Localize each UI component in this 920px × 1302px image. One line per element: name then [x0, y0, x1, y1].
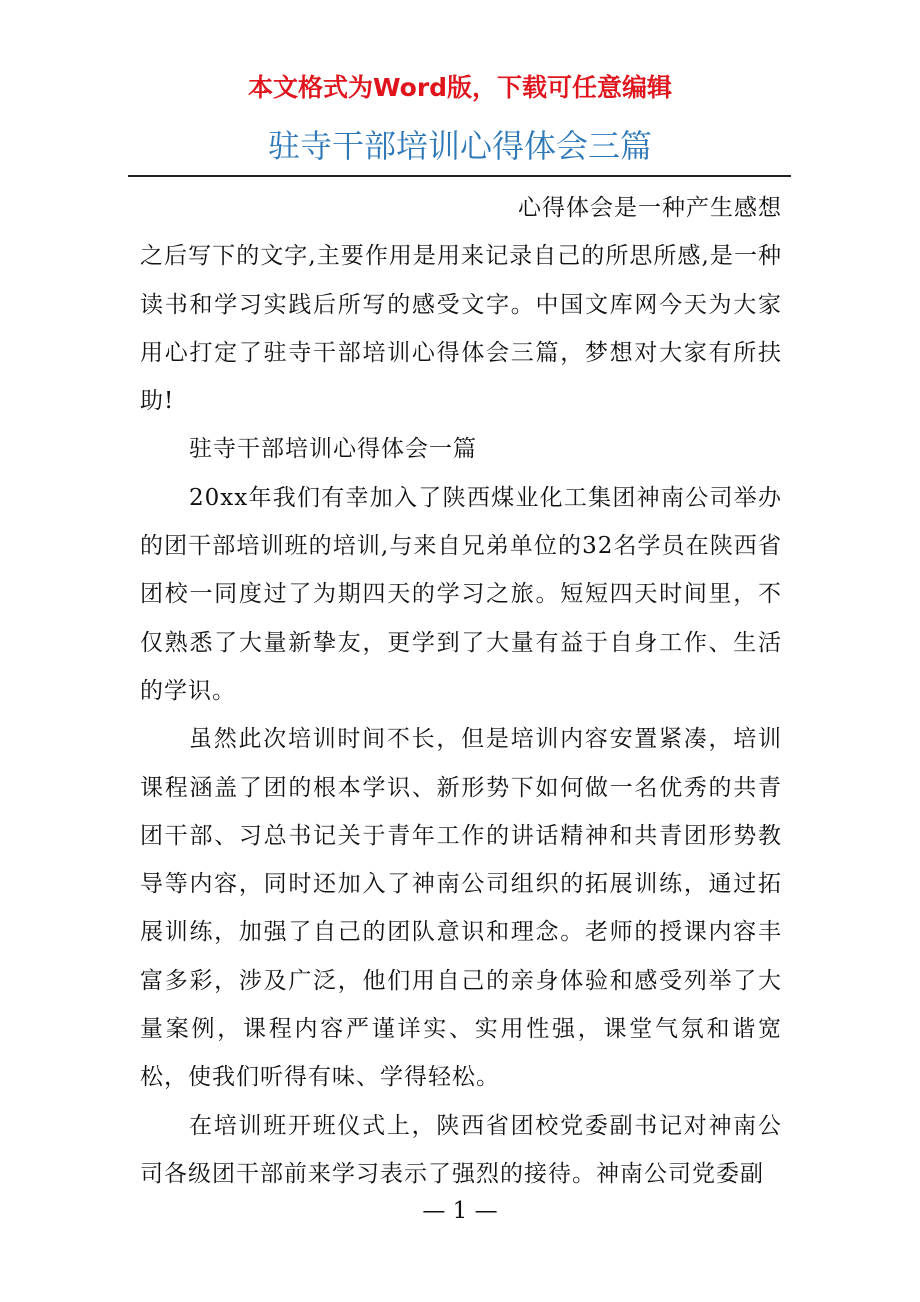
section-heading: 驻寺干部培训心得体会一篇: [189, 436, 477, 463]
intro-paragraph: 之后写下的文字,主要作用是用来记录自己的所思所感,是一种读书和学习实践后所写的感受文字。中国文库网今天为大家用心打定了驻寺干部培训心得体会三篇，梦想对大家有所扶助!: [140, 243, 782, 415]
body-paragraph: 在培训班开班仪式上，陕西省团校党委副书记对神南公司各级团干部前来学习表示了强烈的接待。神南公司党委副: [140, 1112, 782, 1187]
body-paragraph: 20xx年我们有幸加入了陕西煤业化工集团神南公司举办的团干部培训班的培训,与来自兄弟单位的32名学员在陕西省团校一同度过了为期四天的学习之旅。短短四天时间里，不仅熟悉了大量新挚友，更学到了大量有益于自身工作、生活的学识。: [140, 484, 782, 704]
title-divider: [128, 175, 791, 177]
document-body: [140, 184, 782, 1198]
document-title: 驻寺干部培训心得体会三篇: [267, 127, 652, 165]
page-number: — 1 —: [422, 1198, 498, 1224]
intro-lead-line: 心得体会是一种产生感想: [518, 195, 782, 221]
format-notice: 本文格式为Word版，下载可任意编辑: [247, 73, 673, 102]
body-paragraph: 虽然此次培训时间不长，但是培训内容安置紧凑，培训课程涵盖了团的根本学识、新形势下如何做一名优秀的共青团干部、习总书记关于青年工作的讲话精神和共青团形势教导等内容，同时还加入了神南公司组织的拓展训练，通过拓展训练，加强了自己的团队意识和理念。老师的授课内容丰富多彩，涉及广泛，他们用自己的亲身体验和感受列举了大量案例，课程内容严谨详实、实用性强，课堂气氛和谐宽松，使我们听得有味、学得轻松。: [140, 726, 782, 1091]
